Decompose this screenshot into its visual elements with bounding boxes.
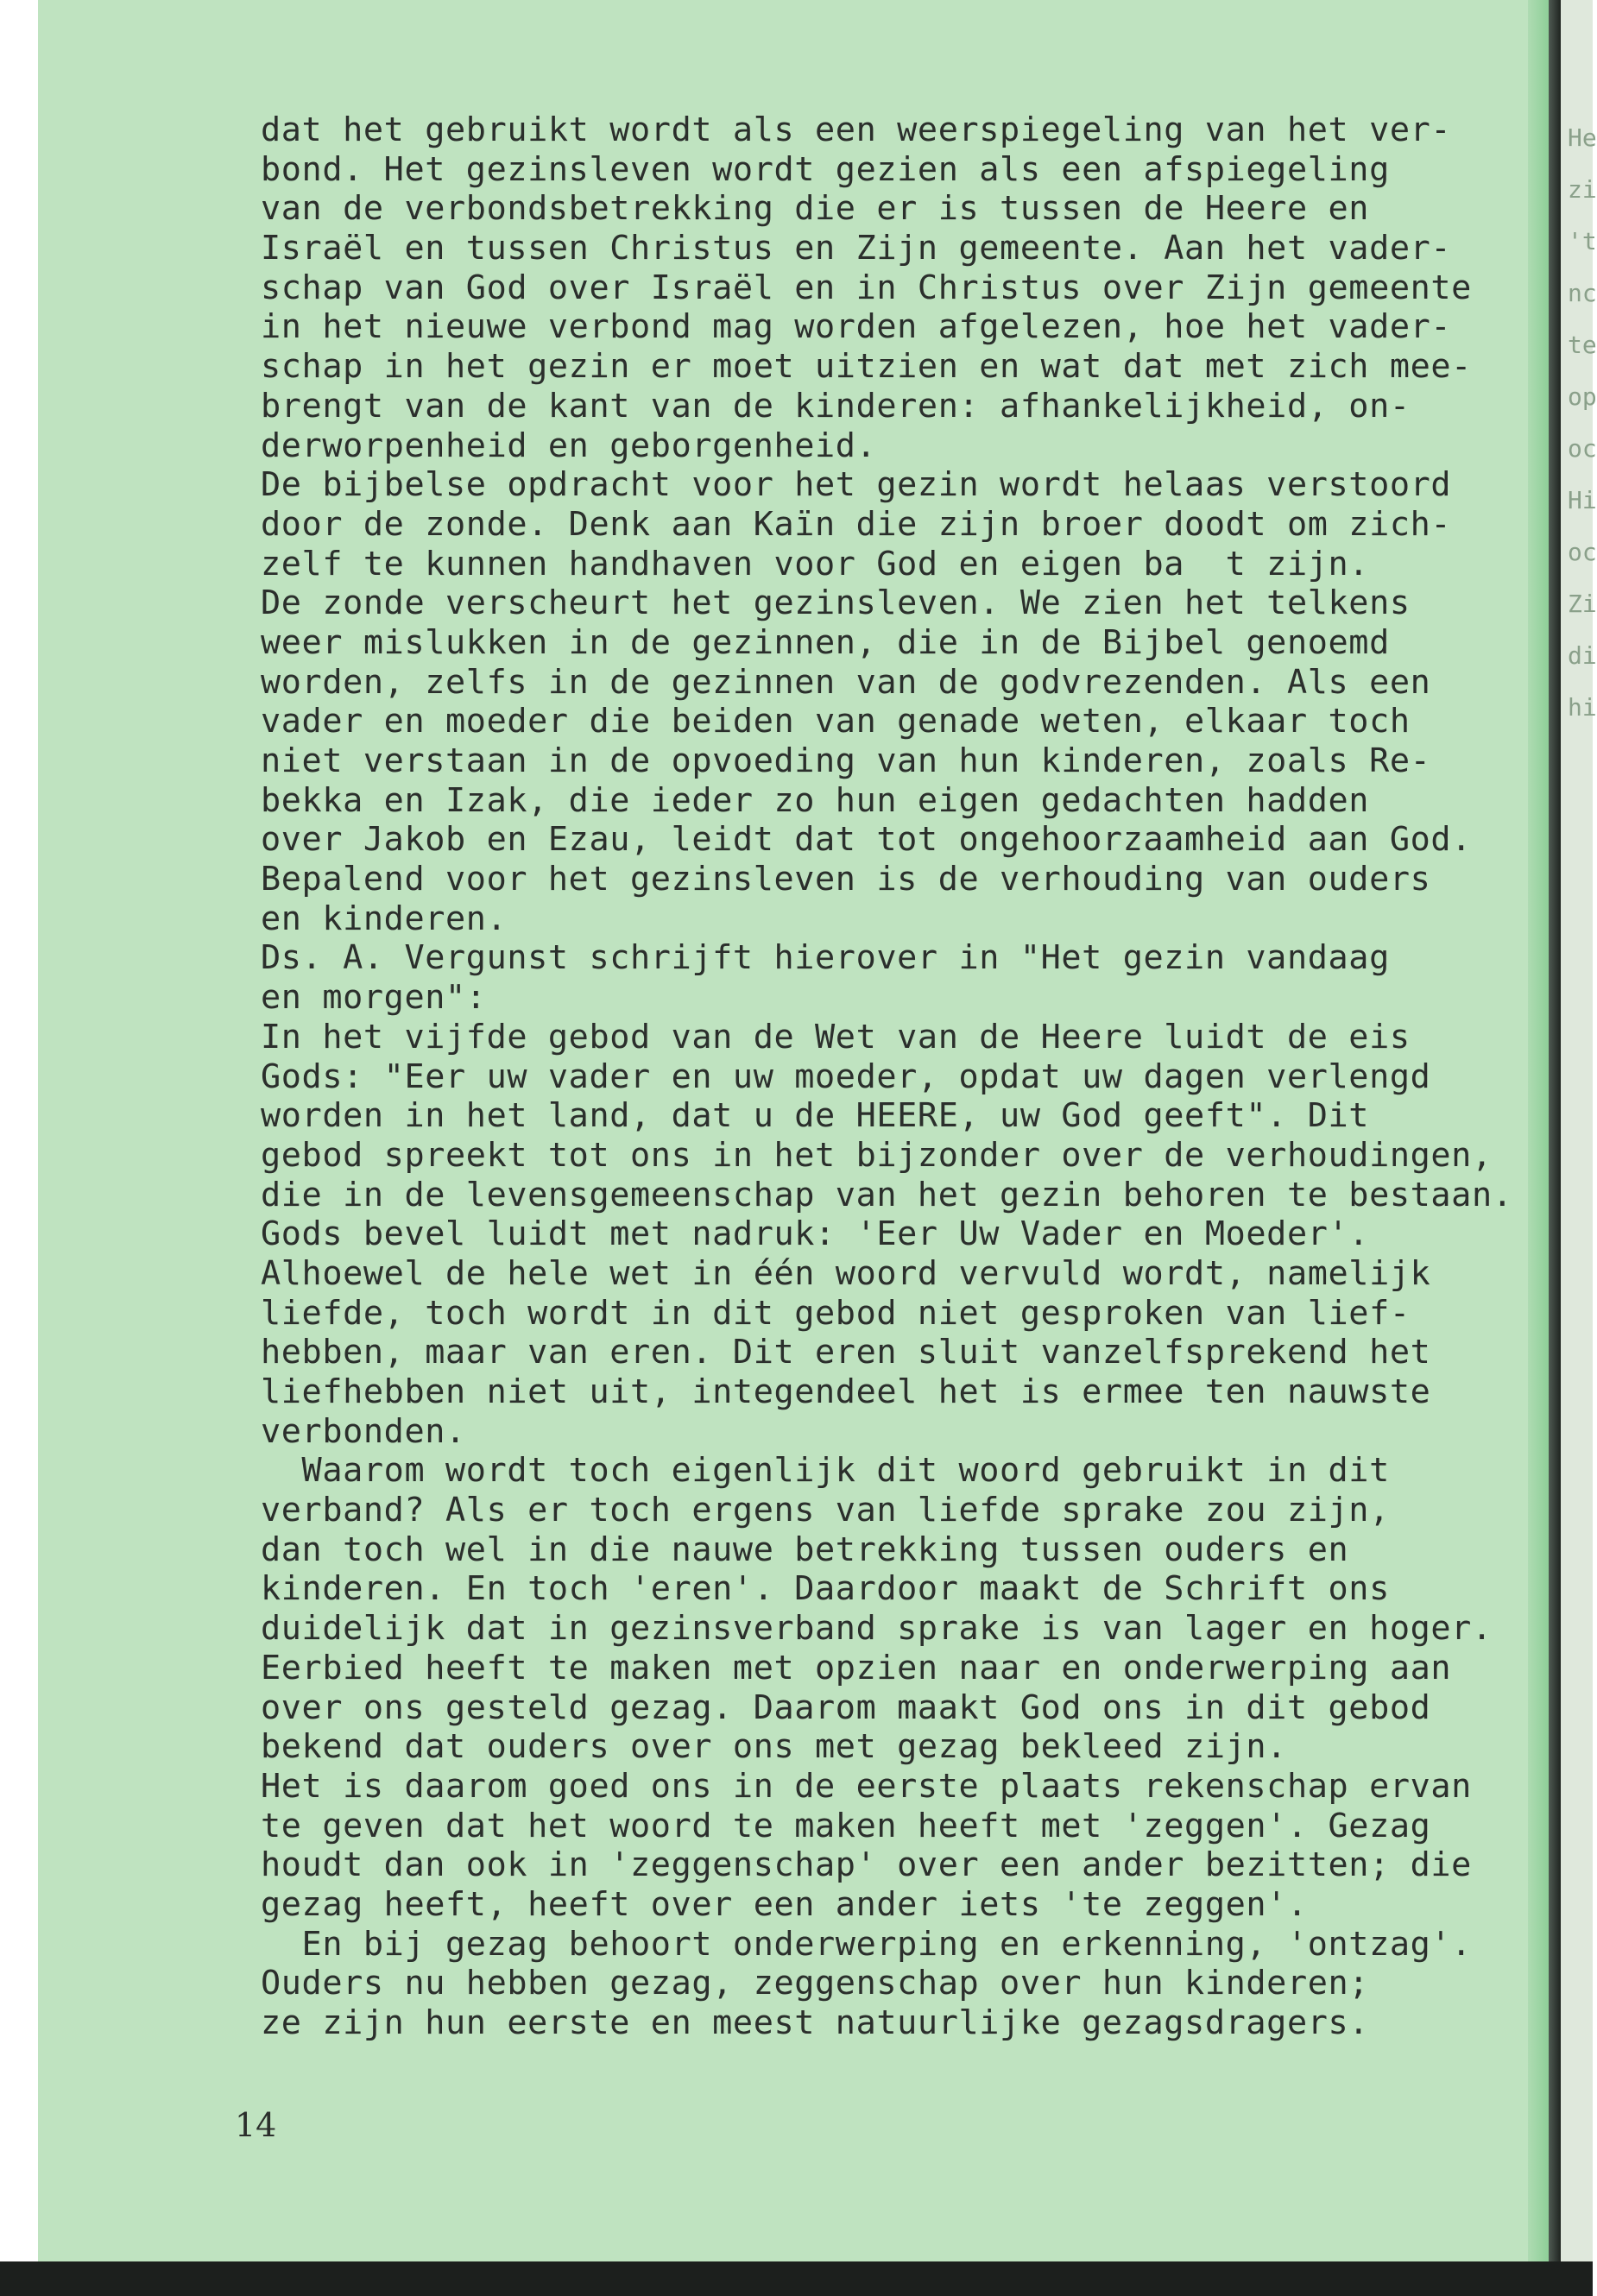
text-line: houdt dan ook in 'zeggenschap' over een ander bezitten; die bbox=[261, 1845, 1472, 1885]
adjacent-page-fragment: Hi bbox=[1568, 486, 1597, 514]
adjacent-page-fragment: nc bbox=[1568, 279, 1597, 307]
text-line: liefde, toch wordt in dit gebod niet gesproken van lief- bbox=[261, 1293, 1411, 1333]
text-line: en morgen": bbox=[261, 978, 487, 1018]
adjacent-page-fragment: 't bbox=[1568, 227, 1597, 255]
adjacent-page-fragment: di bbox=[1568, 641, 1597, 670]
text-line: Eerbied heeft te maken met opzien naar en onderwerping aan bbox=[261, 1648, 1452, 1687]
text-line: Het is daarom goed ons in de eerste plaats rekenschap ervan bbox=[261, 1766, 1472, 1806]
text-line: Waarom wordt toch eigenlijk dit woord gebruikt in dit bbox=[261, 1451, 1390, 1491]
text-line: duidelijk dat in gezinsverband sprake is van lager en hoger. bbox=[261, 1609, 1493, 1649]
text-line: De zonde verscheurt het gezinsleven. We zien het telkens bbox=[261, 583, 1411, 623]
adjacent-page-fragment: hi bbox=[1568, 693, 1597, 722]
text-line: verband? Als er toch ergens van liefde sprake zou zijn, bbox=[261, 1491, 1390, 1530]
page-edge bbox=[1528, 0, 1549, 2261]
text-line: weer mislukken in de gezinnen, die in de Bijbel genoemd bbox=[261, 622, 1390, 662]
adjacent-page-fragment: oc bbox=[1568, 434, 1597, 463]
text-line: vader en moeder die beiden van genade weten, elkaar toch bbox=[261, 702, 1411, 741]
text-line: schap in het gezin er moet uitzien en wat dat met zich mee- bbox=[261, 347, 1472, 387]
text-line: De bijbelse opdracht voor het gezin wordt helaas verstoord bbox=[261, 465, 1452, 505]
text-line: en kinderen. bbox=[261, 899, 508, 938]
adjacent-page-fragments bbox=[1568, 112, 1597, 734]
body-text bbox=[261, 110, 1513, 2043]
text-line: ze zijn hun eerste en meest natuurlijke gezagsdragers. bbox=[261, 2003, 1370, 2042]
text-line: over Jakob en Ezau, leidt dat tot ongehoorzaamheid aan God. bbox=[261, 820, 1472, 860]
text-line: gezag heeft, heeft over een ander iets 'te zeggen'. bbox=[261, 1884, 1308, 1924]
text-line: Gods bevel luidt met nadruk: 'Eer Uw Vader en Moeder'. bbox=[261, 1214, 1370, 1254]
text-line: door de zonde. Denk aan Kaïn die zijn broer doodt om zich- bbox=[261, 504, 1452, 544]
text-line: hebben, maar van eren. Dit eren sluit vanzelfsprekend het bbox=[261, 1333, 1431, 1372]
text-line: die in de levensgemeenschap van het gezin behoren te bestaan. bbox=[261, 1175, 1513, 1214]
text-line: Israël en tussen Christus en Zijn gemeente. Aan het vader- bbox=[261, 229, 1452, 268]
text-line: bond. Het gezinsleven wordt gezien als een afspiegeling bbox=[261, 149, 1390, 189]
text-line: dan toch wel in die nauwe betrekking tussen ouders en bbox=[261, 1530, 1349, 1569]
adjacent-page-fragment: oc bbox=[1568, 538, 1597, 566]
adjacent-page-fragment: te bbox=[1568, 331, 1597, 359]
text-line: In het vijfde gebod van de Wet van de Heere luidt de eis bbox=[261, 1017, 1411, 1057]
text-line: in het nieuwe verbond mag worden afgelezen, hoe het vader- bbox=[261, 307, 1452, 347]
text-line: schap van God over Israël en in Christus over Zijn gemeente bbox=[261, 268, 1472, 307]
book-spine-shadow bbox=[1549, 0, 1561, 2261]
adjacent-page-fragment: zi bbox=[1568, 175, 1597, 204]
text-line: van de verbondsbetrekking die er is tussen de Heere en bbox=[261, 189, 1370, 229]
text-line: derworpenheid en geborgenheid. bbox=[261, 426, 877, 465]
text-line: verbonden. bbox=[261, 1411, 466, 1451]
adjacent-page-fragment: op bbox=[1568, 382, 1597, 411]
text-line: Ouders nu hebben gezag, zeggenschap over hun kinderen; bbox=[261, 1964, 1370, 2003]
text-line: te geven dat het woord te maken heeft met 'zeggen'. Gezag bbox=[261, 1806, 1431, 1845]
text-line: brengt van de kant van de kinderen: afhankelijkheid, on- bbox=[261, 386, 1411, 426]
text-line: niet verstaan in de opvoeding van hun kinderen, zoals Re- bbox=[261, 741, 1431, 780]
text-line: gebod spreekt tot ons in het bijzonder over de verhoudingen, bbox=[261, 1135, 1493, 1175]
text-line: kinderen. En toch 'eren'. Daardoor maakt de Schrift ons bbox=[261, 1569, 1390, 1609]
page-number: 14 bbox=[235, 2106, 277, 2144]
adjacent-page-fragment: Zi bbox=[1568, 590, 1597, 618]
text-line: Bepalend voor het gezinsleven is de verhouding van ouders bbox=[261, 860, 1431, 899]
text-line: Gods: "Eer uw vader en uw moeder, opdat uw dagen verlengd bbox=[261, 1057, 1431, 1096]
scan-bottom-border bbox=[0, 2261, 1593, 2296]
adjacent-page-fragment: He bbox=[1568, 123, 1597, 152]
text-line: dat het gebruikt wordt als een weerspiegeling van het ver- bbox=[261, 110, 1452, 149]
text-line: En bij gezag behoort onderwerping en erkenning, 'ontzag'. bbox=[261, 1924, 1472, 1964]
text-line: bekend dat ouders over ons met gezag bekleed zijn. bbox=[261, 1727, 1287, 1767]
text-line: worden in het land, dat u de HEERE, uw God geeft". Dit bbox=[261, 1096, 1370, 1136]
text-line: worden, zelfs in de gezinnen van de godvrezenden. Als een bbox=[261, 662, 1431, 702]
text-line: bekka en Izak, die ieder zo hun eigen gedachten hadden bbox=[261, 780, 1370, 820]
text-line: Ds. A. Vergunst schrijft hierover in "Het gezin vandaag bbox=[261, 938, 1390, 978]
text-line: liefhebben niet uit, integendeel het is ermee ten nauwste bbox=[261, 1372, 1431, 1411]
text-line: over ons gesteld gezag. Daarom maakt God ons in dit gebod bbox=[261, 1687, 1431, 1727]
text-line: Alhoewel de hele wet in één woord vervuld wordt, namelijk bbox=[261, 1253, 1431, 1293]
text-line: zelf te kunnen handhaven voor God en eigen ba t zijn. bbox=[261, 544, 1370, 583]
adjacent-page-margin bbox=[1561, 0, 1597, 2261]
